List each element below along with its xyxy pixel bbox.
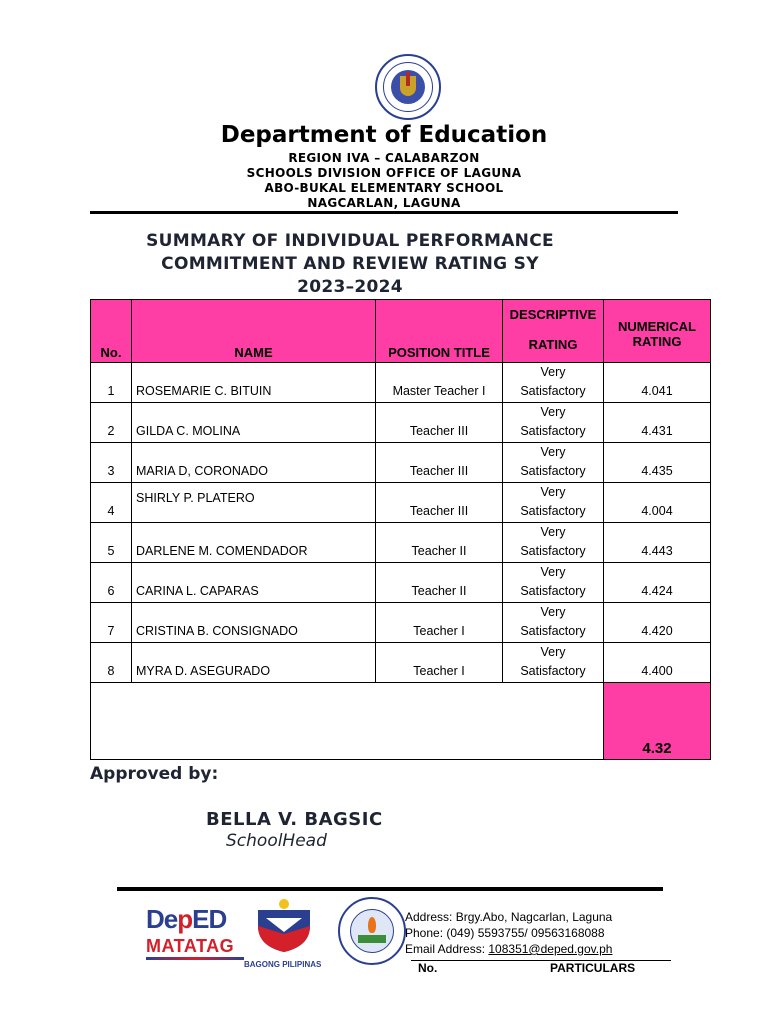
- employee-name: CRISTINA B. CONSIGNADO: [132, 603, 376, 643]
- table-row: [91, 563, 711, 603]
- descriptive-rating: Very Satisfactory: [503, 523, 604, 563]
- deped-logo: DepED: [146, 904, 227, 934]
- position-title: Teacher III: [376, 403, 503, 443]
- school-address: Address: Brgy.Abo, Nagcarlan, Laguna: [405, 910, 613, 924]
- numerical-rating: 4.041: [604, 363, 711, 403]
- row-number: 7: [91, 603, 132, 643]
- employee-name: CARINA L. CAPARAS: [132, 563, 376, 603]
- position-title: Teacher III: [376, 443, 503, 483]
- school-line: ABO-BUKAL ELEMENTARY SCHOOL: [264, 181, 504, 195]
- total-blank-cell: [91, 683, 604, 760]
- header-numerical-rating: NUMERICAL RATING: [604, 300, 711, 363]
- report-title-line-3: 2023–2024: [297, 277, 403, 297]
- division-line: SCHOOLS DIVISION OFFICE OF LAGUNA: [246, 166, 522, 180]
- position-title: Teacher I: [376, 643, 503, 683]
- average-rating: 4.32: [604, 683, 711, 760]
- email-link[interactable]: 108351@deped.gov.ph: [488, 942, 613, 956]
- location-line: NAGCARLAN, LAGUNA: [307, 196, 461, 210]
- employee-name: ROSEMARIE C. BITUIN: [132, 363, 376, 403]
- employee-name: GILDA C. MOLINA: [132, 403, 376, 443]
- matatag-tagline-bar: [146, 957, 244, 960]
- table-header-row: [91, 300, 711, 363]
- descriptive-rating: Very Satisfactory: [503, 603, 604, 643]
- numerical-rating: 4.424: [604, 563, 711, 603]
- numerical-rating: 4.435: [604, 443, 711, 483]
- row-number: 5: [91, 523, 132, 563]
- descriptive-rating: Very Satisfactory: [503, 563, 604, 603]
- table-row: [91, 523, 711, 563]
- row-number: 8: [91, 643, 132, 683]
- descriptive-rating: Very Satisfactory: [503, 483, 604, 523]
- bagong-pilipinas-label: BAGONG PILIPINAS: [244, 960, 322, 969]
- total-row: [91, 683, 711, 760]
- position-title: Teacher III: [376, 483, 503, 523]
- region-line: REGION IVA – CALABARZON: [288, 151, 480, 165]
- report-title-line-2: COMMITMENT AND REVIEW RATING SY: [161, 254, 539, 274]
- approver-name: BELLA V. BAGSIC: [206, 809, 383, 830]
- descriptive-rating: Very Satisfactory: [503, 443, 604, 483]
- table-row: [91, 643, 711, 683]
- numerical-rating: 4.443: [604, 523, 711, 563]
- header-position: POSITION TITLE: [376, 300, 503, 363]
- performance-table: [90, 299, 711, 760]
- table-row: [91, 603, 711, 643]
- descriptive-rating: Very Satisfactory: [503, 403, 604, 443]
- report-title-line-1: SUMMARY OF INDIVIDUAL PERFORMANCE: [146, 231, 554, 251]
- table-row: [91, 403, 711, 443]
- approver-role: SchoolHead: [226, 831, 327, 851]
- numerical-rating: 4.004: [604, 483, 711, 523]
- mini-particulars-label: PARTICULARS: [550, 961, 636, 975]
- position-title: Teacher I: [376, 603, 503, 643]
- table-row: [91, 443, 711, 483]
- school-seal-icon: [338, 897, 406, 965]
- header-descriptive-rating: DESCRIPTIVE RATING: [503, 300, 604, 363]
- employee-name: SHIRLY P. PLATERO: [132, 483, 376, 523]
- footer-divider: [117, 887, 663, 891]
- position-title: Teacher II: [376, 563, 503, 603]
- employee-name: MYRA D. ASEGURADO: [132, 643, 376, 683]
- employee-name: MARIA D, CORONADO: [132, 443, 376, 483]
- approved-by-label: Approved by:: [90, 764, 219, 784]
- row-number: 6: [91, 563, 132, 603]
- row-number: 4: [91, 483, 132, 523]
- deped-seal-icon: [375, 54, 441, 120]
- matatag-logo: MATATAG: [146, 936, 235, 956]
- numerical-rating: 4.400: [604, 643, 711, 683]
- table-row: [91, 483, 711, 523]
- employee-name: DARLENE M. COMENDADOR: [132, 523, 376, 563]
- position-title: Teacher II: [376, 523, 503, 563]
- table-row: [91, 363, 711, 403]
- school-phone: Phone: (049) 5593755/ 09563168088: [405, 926, 605, 940]
- numerical-rating: 4.420: [604, 603, 711, 643]
- bagong-pilipinas-icon: [252, 896, 316, 954]
- header-no: No.: [91, 300, 132, 363]
- descriptive-rating: Very Satisfactory: [503, 363, 604, 403]
- row-number: 1: [91, 363, 132, 403]
- header-divider: [90, 211, 678, 214]
- numerical-rating: 4.431: [604, 403, 711, 443]
- department-title: Department of Education: [220, 122, 548, 148]
- mini-no-label: No.: [418, 961, 438, 975]
- descriptive-rating: Very Satisfactory: [503, 643, 604, 683]
- position-title: Master Teacher I: [376, 363, 503, 403]
- row-number: 3: [91, 443, 132, 483]
- header-name: NAME: [132, 300, 376, 363]
- school-email: Email Address: 108351@deped.gov.ph: [405, 942, 613, 956]
- row-number: 2: [91, 403, 132, 443]
